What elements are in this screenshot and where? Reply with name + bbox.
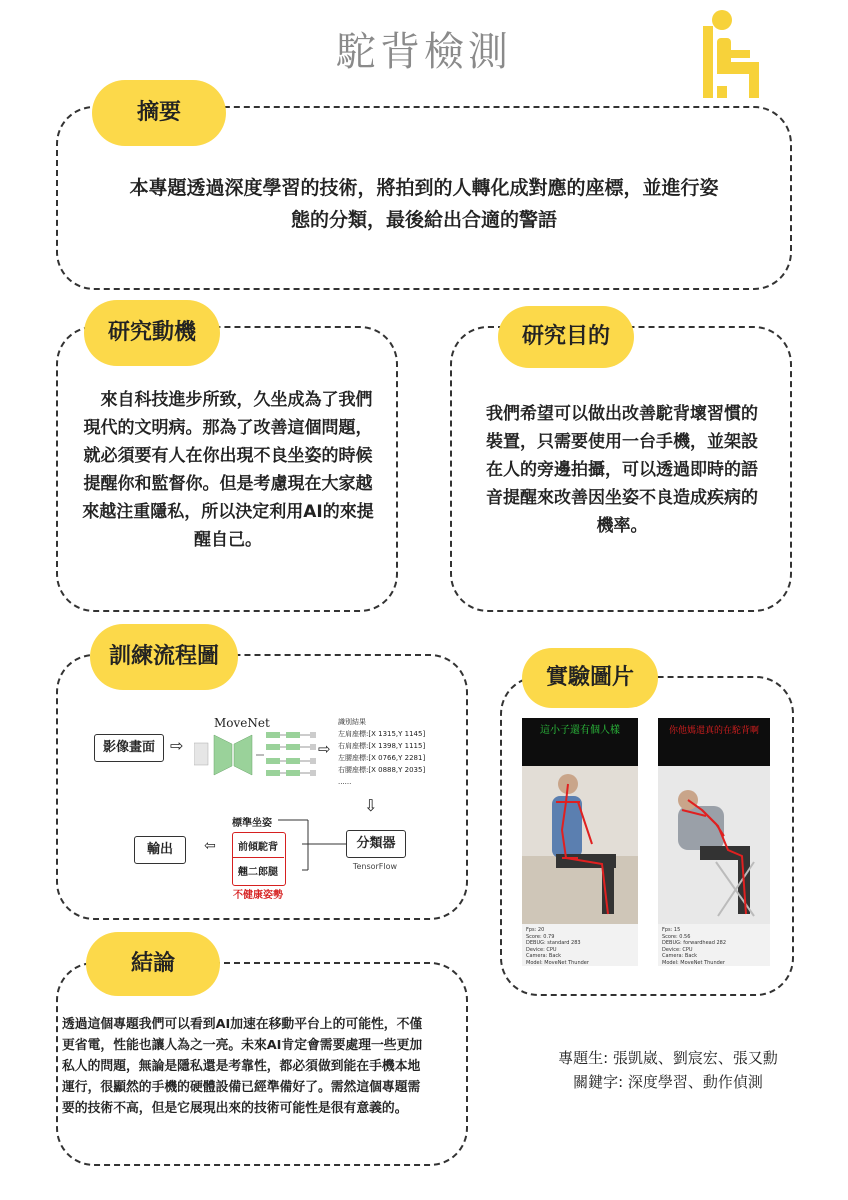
abstract-text bbox=[70, 172, 778, 236]
motivation-text: 來自科技進步所致，久坐成為了我們 現代的文明病。那為了改善這個問題， 就必須要有人在你出現不良坐姿的時候 提醒你和監督你。但是考慮現在大家越 來越注重隱私，所以決定利用AI的來提 醒自己。 bbox=[82, 390, 374, 550]
class-crossleg: 翹二郎腿 bbox=[238, 867, 278, 878]
flow-input-box: 影像畫面 bbox=[94, 734, 164, 762]
pose-skeleton-right bbox=[658, 766, 770, 924]
purpose-text: 我們希望可以做出改善駝背壞習慣的 裝置，只需要使用一台手機，並架設 在人的旁邊拍攝，可以透過即時的語 音提醒來改善因坐姿不良造成疾病的 機率。 bbox=[486, 404, 758, 536]
caption-right: 你他媽還真的在駝背啊 bbox=[668, 726, 759, 736]
students: 專題生: 張凱崴、劉宸宏、張又勳 bbox=[558, 1049, 778, 1067]
bad-posture-label: 不健康姿勢 bbox=[233, 890, 283, 901]
output-box: 輸出 bbox=[134, 836, 186, 864]
abstract-line: 本專題透過深度學習的技術，將拍到的人轉化成對應的座標，並進行姿 bbox=[129, 177, 719, 199]
abstract-line: 態的分類，最後給出合適的警語 bbox=[290, 209, 557, 231]
standard-posture-label: 標準坐姿 bbox=[232, 818, 272, 829]
experiment-photo-left bbox=[522, 718, 638, 966]
page-title: 駝背檢測 bbox=[336, 29, 512, 75]
arrow-right-icon: ⇨ bbox=[318, 740, 331, 758]
arrow-left-icon: ⇦ bbox=[204, 838, 216, 854]
purpose-heading: 研究目的 bbox=[498, 306, 634, 368]
conclusion-text: 透過這個專題我們可以看到AI加速在移動平台上的可能性，不僅 更省電，性能也讓人為之一亮。未來AI肯定會需要處理一些更加 私人的問題，無論是隱私還是考靠性，都必須做到能在手機本地 運行，很顯然的手機的硬體設備已經準備好了。需然這個專題需 要的技術不高，但是它展現出來的技術可能性是很有意義的。 bbox=[62, 1017, 423, 1116]
experiment-photo-right bbox=[658, 718, 770, 966]
credits bbox=[530, 1046, 806, 1094]
abstract-heading: 摘要 bbox=[92, 80, 226, 146]
stats-right: Fps: 15 Score: 0.56 DEBUG: forwardhead 282 Device: CPU Camera: Back Model: MoveNet Thunder bbox=[658, 924, 770, 966]
flowchart-heading: 訓練流程圖 bbox=[90, 624, 238, 690]
class-hunchback: 前傾駝背 bbox=[238, 842, 278, 853]
arrow-right-icon: ⇨ bbox=[170, 736, 184, 755]
recognition-results: 識別結果 左肩座標:[X 1315,Y 1145] 右肩座標:[X 1398,Y 1115] 左腰座標:[X 0766,Y 2281] 右腰座標:[X 0888,Y 2035] ...... bbox=[338, 718, 426, 786]
experiment-heading: 實驗圖片 bbox=[522, 648, 658, 708]
movenet-diagram bbox=[194, 730, 324, 780]
classifier-sub: TensorFlow bbox=[352, 862, 398, 871]
stats-left: Fps: 20 Score: 0.79 DEBUG: standard 283 Device: CPU Camera: Back Model: MoveNet Thunder bbox=[522, 924, 638, 966]
movenet-label: MoveNet bbox=[214, 716, 270, 730]
sitting-person-icon bbox=[700, 8, 772, 100]
conclusion-heading: 結論 bbox=[86, 932, 220, 996]
motivation-heading: 研究動機 bbox=[84, 300, 220, 366]
pose-skeleton-left bbox=[522, 766, 638, 924]
divider bbox=[232, 857, 284, 858]
classifier-box: 分類器 bbox=[346, 830, 406, 858]
keywords: 關鍵字: 深度學習、動作偵測 bbox=[573, 1073, 763, 1091]
caption-left: 這小子還有個人樣 bbox=[540, 725, 620, 736]
arrow-down-icon: ⇩ bbox=[364, 796, 378, 815]
